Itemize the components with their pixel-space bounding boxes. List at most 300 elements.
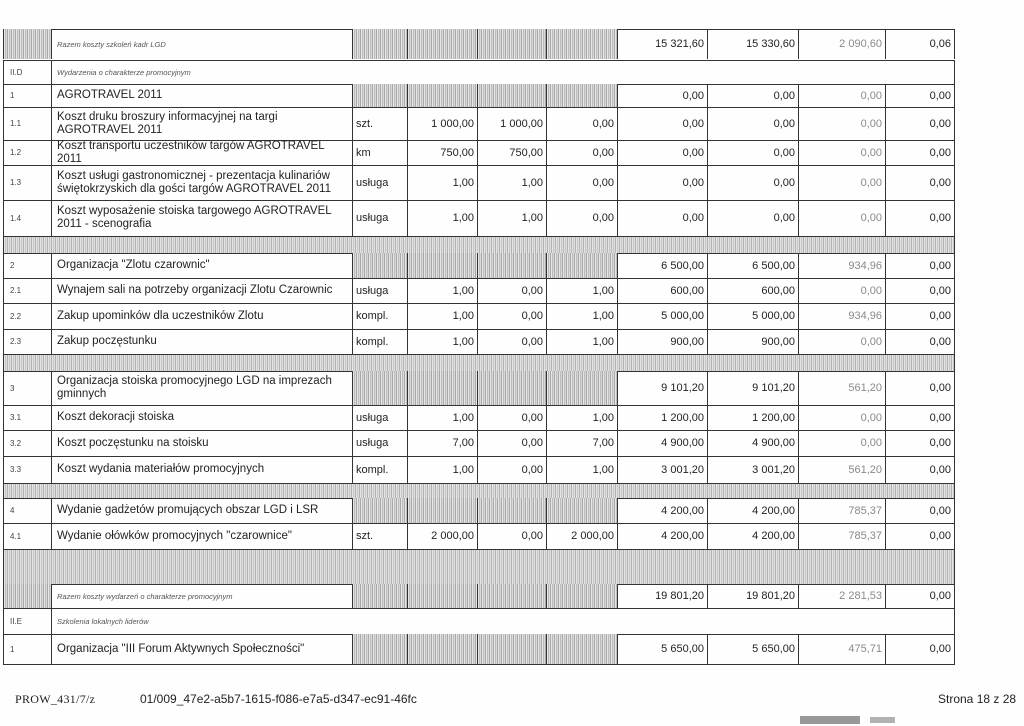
cell-c4-text: 0,06 [929, 38, 951, 50]
cell-unit-text: usługa [356, 284, 389, 297]
cell-c3 [798, 634, 885, 664]
cell-c2-text: 5 000,00 [752, 310, 795, 322]
cell-c3-text: 475,71 [848, 643, 882, 655]
cell-c1 [617, 523, 707, 549]
cell-desc-text: Razem koszty wydarzeń o charakterze promocyjnym [57, 591, 233, 601]
cell-lp-text: 4 [10, 506, 15, 515]
cell-c2-text: 9 101,20 [752, 382, 795, 394]
row-divider [3, 664, 955, 665]
cell-desc-text: Razem koszty szkoleń kadr LGD [57, 39, 166, 49]
footer-form-id: PROW_431/7/z [15, 692, 96, 706]
cell-desc-text: AGROTRAVEL 2011 [57, 89, 163, 101]
cell-q3-text: 2 000,00 [571, 530, 614, 542]
cell-lp-text: 1 [10, 644, 15, 654]
cell-q3 [546, 29, 617, 59]
cell-lp [3, 60, 51, 84]
cell-qty [407, 200, 477, 236]
cell-unit [352, 84, 407, 107]
cell-q2-text: 0,00 [521, 463, 543, 476]
cell-desc [51, 456, 352, 483]
cell-c3-text: 0,00 [860, 284, 882, 297]
cell-c1-text: 5 650,00 [661, 643, 704, 655]
cell-c3 [798, 498, 885, 523]
row-divider [3, 236, 955, 237]
page-footer [0, 688, 1024, 718]
cell-desc-text: Organizacja "Zlotu czarownic" [57, 259, 210, 271]
cell-c3-text: 561,20 [848, 382, 882, 394]
cell-c1-text: 900,00 [670, 335, 704, 348]
cell-desc [51, 608, 955, 634]
cell-qty [407, 303, 477, 329]
cell-c2 [707, 584, 798, 608]
cell-qty [407, 405, 477, 430]
cell-q2 [477, 84, 546, 107]
cell-q3 [546, 456, 617, 483]
cell-qty-text: 1,00 [452, 176, 474, 189]
cell-c3 [798, 523, 885, 549]
table-row [3, 140, 955, 165]
cell-c1-text: 0,00 [682, 176, 704, 189]
cell-c1 [617, 140, 707, 165]
cell-c1-text: 1 200,00 [661, 411, 704, 424]
cell-c4 [885, 84, 955, 107]
cell-c3 [798, 140, 885, 165]
cell-qty-text: 1,00 [452, 411, 474, 424]
cell-q3-text: 0,00 [592, 146, 614, 159]
cell-c4 [885, 329, 955, 354]
section-row [3, 608, 955, 634]
cell-q2-text: 1 000,00 [500, 117, 543, 130]
cell-lp-text: 2.3 [10, 337, 22, 346]
cell-lp-text: II.D [10, 67, 23, 77]
cell-q3 [546, 405, 617, 430]
cell-lp [3, 498, 51, 523]
cell-c1 [617, 165, 707, 200]
cell-qty [407, 84, 477, 107]
cell-lp-text: 1.3 [10, 178, 22, 187]
cell-c4-text: 0,00 [929, 463, 951, 476]
cell-c2-text: 6 500,00 [752, 259, 795, 272]
row-divider [3, 549, 955, 550]
table-row [3, 107, 955, 140]
cell-c3 [798, 278, 885, 303]
cell-desc [51, 498, 352, 523]
cell-c3 [798, 107, 885, 140]
cell-qty-text: 1,00 [452, 310, 474, 322]
cell-q3 [546, 584, 617, 608]
cell-desc-text: Koszt transportu uczestników targów AGROTRAVEL 2011 [57, 140, 325, 165]
table-row [3, 303, 955, 329]
cell-desc [51, 84, 352, 107]
cell-c4-text: 0,00 [929, 310, 951, 322]
cell-unit-text: usługa [356, 212, 389, 224]
group-separator [3, 354, 955, 371]
cell-unit-text: szt. [356, 117, 374, 130]
cell-q2 [477, 498, 546, 523]
cell-c4-text: 0,00 [929, 89, 951, 102]
cell-desc-text: Organizacja stoiska promocyjnego LGD na imprezach gminnych [57, 375, 332, 400]
cell-c2-text: 0,00 [773, 146, 795, 159]
group-row [3, 253, 955, 278]
cell-c4-text: 0,00 [929, 146, 951, 159]
cell-desc [51, 29, 352, 59]
cell-c3 [798, 84, 885, 107]
cell-q2 [477, 456, 546, 483]
cell-unit [352, 584, 407, 608]
cell-lp-text: 1.2 [10, 148, 22, 157]
cell-unit-text: kompl. [356, 335, 389, 348]
cell-c2-text: 4 900,00 [752, 437, 795, 449]
cell-qty [407, 140, 477, 165]
cell-c3 [798, 371, 885, 405]
cell-lp-text: 2 [10, 261, 15, 270]
cell-q3 [546, 371, 617, 405]
cell-unit [352, 405, 407, 430]
cell-c1 [617, 371, 707, 405]
cell-unit-text: kompl. [356, 310, 389, 322]
cell-c3 [798, 329, 885, 354]
cell-q3-text: 1,00 [592, 463, 614, 476]
group-row [3, 498, 955, 523]
cell-c3-text: 785,37 [848, 530, 882, 542]
cell-qty-text: 1,00 [452, 463, 474, 476]
cell-c3-text: 0,00 [860, 146, 882, 159]
cell-c3-text: 561,20 [848, 463, 882, 476]
cell-desc [51, 303, 352, 329]
cell-lp [3, 634, 51, 664]
cell-q2-text: 1,00 [521, 212, 543, 224]
cell-c1-text: 4 200,00 [661, 530, 704, 542]
cell-c2 [707, 405, 798, 430]
cell-c2 [707, 634, 798, 664]
cell-unit-text: usługa [356, 411, 389, 424]
cell-q2 [477, 278, 546, 303]
cell-unit [352, 303, 407, 329]
cell-c4-text: 0,00 [929, 504, 951, 517]
cell-qty-text: 1,00 [452, 284, 474, 297]
cell-c4 [885, 200, 955, 236]
cell-q3-text: 0,00 [592, 212, 614, 224]
cell-c4 [885, 253, 955, 278]
section-row [3, 60, 955, 84]
group-row [3, 84, 955, 107]
cell-desc [51, 405, 352, 430]
cell-qty [407, 430, 477, 456]
cell-c4 [885, 498, 955, 523]
cell-q2-text: 0,00 [521, 411, 543, 424]
cell-c1-text: 0,00 [682, 212, 704, 224]
cell-q3 [546, 140, 617, 165]
cell-desc [51, 430, 352, 456]
cell-c4 [885, 278, 955, 303]
cell-c3-text: 0,00 [860, 89, 882, 102]
cell-lp [3, 253, 51, 278]
cell-unit [352, 498, 407, 523]
cell-c1-text: 19 801,20 [655, 590, 704, 602]
cell-desc-text: Koszt wydania materiałów promocyjnych [57, 463, 265, 475]
cell-q3 [546, 107, 617, 140]
group-separator [3, 549, 955, 584]
cell-q2 [477, 107, 546, 140]
table-row [3, 456, 955, 483]
cell-unit-text: usługa [356, 176, 389, 189]
subtotal-row [3, 29, 955, 59]
cell-c4 [885, 584, 955, 608]
cell-c2-text: 0,00 [773, 89, 795, 102]
cell-c2 [707, 303, 798, 329]
cell-c2 [707, 107, 798, 140]
cell-c2-text: 0,00 [773, 176, 795, 189]
cell-c1-text: 0,00 [682, 117, 704, 130]
cell-q2 [477, 584, 546, 608]
cell-desc-text: Koszt usługi gastronomicznej - prezentacja kulinariów świętokrzyskich dla gości targów AGROTRAVEL 2011 [57, 169, 331, 195]
cell-q3 [546, 84, 617, 107]
cell-c4-text: 0,00 [929, 259, 951, 272]
cell-q2 [477, 523, 546, 549]
cell-q2-text: 0,00 [521, 284, 543, 297]
footer-document-code: 01/009_47e2-a5b7-1615-f086-e7a5-d347-ec91-46fc [140, 692, 417, 706]
cell-c1 [617, 278, 707, 303]
cell-desc [51, 634, 352, 664]
table-row [3, 405, 955, 430]
cell-q3 [546, 253, 617, 278]
cell-c3-text: 785,37 [848, 504, 882, 517]
cell-q3-text: 0,00 [592, 176, 614, 189]
cell-unit [352, 371, 407, 405]
cell-c3-text: 2 090,60 [839, 38, 882, 50]
cell-qty [407, 584, 477, 608]
scan-artifact [800, 716, 860, 724]
cell-desc [51, 140, 352, 165]
cell-lp [3, 456, 51, 483]
cell-desc [51, 329, 352, 354]
cell-c4 [885, 303, 955, 329]
cell-unit [352, 107, 407, 140]
subtotal-row [3, 584, 955, 608]
cell-lp-text: 3.3 [10, 465, 22, 474]
cell-lp [3, 278, 51, 303]
cell-c4-text: 0,00 [929, 117, 951, 130]
cell-unit [352, 634, 407, 664]
cell-q2-text: 1,00 [521, 176, 543, 189]
cell-q2 [477, 329, 546, 354]
cell-c2 [707, 523, 798, 549]
cell-c4 [885, 140, 955, 165]
table-row [3, 165, 955, 200]
cell-c1-text: 0,00 [682, 146, 704, 159]
cell-q2 [477, 140, 546, 165]
cell-desc [51, 371, 352, 405]
group-separator [3, 483, 955, 498]
cell-unit [352, 278, 407, 303]
cell-c1-text: 9 101,20 [661, 382, 704, 394]
cell-lp [3, 200, 51, 236]
cell-desc [51, 253, 352, 278]
cell-c3-text: 0,00 [860, 335, 882, 348]
table-row [3, 278, 955, 303]
cell-c1 [617, 329, 707, 354]
cell-desc [51, 60, 955, 84]
cell-qty [407, 278, 477, 303]
cell-q3 [546, 430, 617, 456]
cell-q2 [477, 165, 546, 200]
cell-lp [3, 430, 51, 456]
cell-unit-text: kompl. [356, 463, 389, 476]
cell-q3-text: 0,00 [592, 117, 614, 130]
cell-lp-text: 3.1 [10, 413, 22, 422]
cell-q3-text: 1,00 [592, 284, 614, 297]
cell-c1-text: 600,00 [670, 284, 704, 297]
cell-c1 [617, 253, 707, 278]
cell-c3 [798, 584, 885, 608]
cell-q2-text: 0,00 [521, 335, 543, 348]
cell-desc-text: Koszt dekoracji stoiska [57, 411, 174, 423]
cell-c2 [707, 140, 798, 165]
cell-c4-text: 0,00 [929, 212, 951, 224]
cell-c1 [617, 430, 707, 456]
cell-q2 [477, 430, 546, 456]
cell-desc-text: Koszt wyposażenie stoiska targowego AGROTRAVEL 2011 - scenografia [57, 205, 332, 230]
cell-c1-text: 0,00 [682, 89, 704, 102]
cell-c2-text: 3 001,20 [752, 463, 795, 476]
cell-c1-text: 6 500,00 [661, 259, 704, 272]
cell-unit-text: km [356, 146, 371, 159]
cell-unit [352, 253, 407, 278]
cell-desc [51, 165, 352, 200]
cell-unit [352, 456, 407, 483]
cell-unit [352, 430, 407, 456]
cell-qty [407, 107, 477, 140]
cell-q3 [546, 278, 617, 303]
cell-c1 [617, 200, 707, 236]
cell-q3 [546, 329, 617, 354]
cell-lp-text: 3.2 [10, 438, 22, 448]
cell-q2 [477, 29, 546, 59]
cell-lp [3, 107, 51, 140]
cell-lp [3, 140, 51, 165]
cell-c4 [885, 371, 955, 405]
cell-c2-text: 1 200,00 [752, 411, 795, 424]
cell-qty [407, 165, 477, 200]
cell-lp-text: 3 [10, 383, 15, 393]
cell-c2 [707, 29, 798, 59]
cell-qty [407, 29, 477, 59]
cell-lp-text: II.E [10, 616, 23, 626]
cell-lp-text: 2.2 [10, 311, 22, 321]
cell-desc [51, 278, 352, 303]
cell-desc-text: Wynajem sali na potrzeby organizacji Zlotu Czarownic [57, 284, 333, 296]
cell-c3 [798, 253, 885, 278]
cell-lp-text: 1.1 [10, 119, 22, 128]
cell-c2-text: 4 200,00 [752, 504, 795, 517]
cell-desc [51, 200, 352, 236]
cell-q2 [477, 253, 546, 278]
cell-c4-text: 0,00 [929, 335, 951, 348]
cell-q2 [477, 405, 546, 430]
cell-c2 [707, 84, 798, 107]
cell-c4-text: 0,00 [929, 382, 951, 394]
cell-unit [352, 140, 407, 165]
cell-qty [407, 523, 477, 549]
cell-lp [3, 584, 51, 608]
cell-c1 [617, 405, 707, 430]
cell-unit [352, 329, 407, 354]
cell-c2 [707, 253, 798, 278]
cell-c2-text: 600,00 [761, 284, 795, 297]
cell-q3 [546, 634, 617, 664]
cell-lp [3, 303, 51, 329]
cell-c4-text: 0,00 [929, 590, 951, 602]
cell-c3 [798, 430, 885, 456]
cell-c4 [885, 523, 955, 549]
cell-lp [3, 29, 51, 59]
cell-lp [3, 523, 51, 549]
cell-lp [3, 84, 51, 107]
cell-qty [407, 456, 477, 483]
group-row [3, 634, 955, 664]
cell-q3-text: 1,00 [592, 335, 614, 348]
cell-lp-text: 4.1 [10, 531, 22, 541]
cell-c4 [885, 29, 955, 59]
cell-c3-text: 2 281,53 [839, 590, 882, 602]
cell-c3-text: 0,00 [860, 212, 882, 224]
cell-c1 [617, 107, 707, 140]
cell-qty [407, 498, 477, 523]
cell-unit-text: usługa [356, 437, 389, 449]
cell-q3-text: 1,00 [592, 310, 614, 322]
cell-q3 [546, 498, 617, 523]
cell-unit-text: szt. [356, 530, 374, 542]
cell-c3-text: 0,00 [860, 117, 882, 130]
cell-qty-text: 1,00 [452, 212, 474, 224]
cell-c3 [798, 456, 885, 483]
cell-c4-text: 0,00 [929, 643, 951, 655]
cell-c4 [885, 634, 955, 664]
row-divider [3, 354, 955, 355]
cell-desc-text: Wydarzenia o charakterze promocyjnym [57, 67, 191, 77]
cell-lp-text: 1 [10, 91, 15, 100]
row-divider [3, 483, 955, 484]
cell-desc [51, 523, 352, 549]
cell-q2-text: 0,00 [521, 530, 543, 542]
cell-c1 [617, 84, 707, 107]
table-row [3, 329, 955, 354]
cell-c4 [885, 165, 955, 200]
cell-c1-text: 15 321,60 [655, 38, 704, 50]
cell-c4-text: 0,00 [929, 437, 951, 449]
cell-desc-text: Wydanie ołówków promocyjnych "czarownice" [57, 529, 292, 542]
cell-c1 [617, 29, 707, 59]
cell-c2 [707, 278, 798, 303]
cell-c2-text: 15 330,60 [746, 38, 795, 50]
cell-c2 [707, 456, 798, 483]
cell-lp [3, 371, 51, 405]
cell-unit [352, 523, 407, 549]
cell-c4-text: 0,00 [929, 411, 951, 424]
cell-c2 [707, 329, 798, 354]
cell-c1-text: 3 001,20 [661, 463, 704, 476]
cell-unit [352, 29, 407, 59]
cell-c2 [707, 200, 798, 236]
cell-q2-text: 0,00 [521, 310, 543, 322]
cell-qty [407, 634, 477, 664]
cell-c2-text: 0,00 [773, 117, 795, 130]
cell-lp-text: 2.1 [10, 286, 22, 295]
cell-c4 [885, 456, 955, 483]
cell-c3-text: 934,96 [848, 259, 882, 272]
cell-c4 [885, 107, 955, 140]
cell-lp-text: 1.4 [10, 213, 22, 223]
